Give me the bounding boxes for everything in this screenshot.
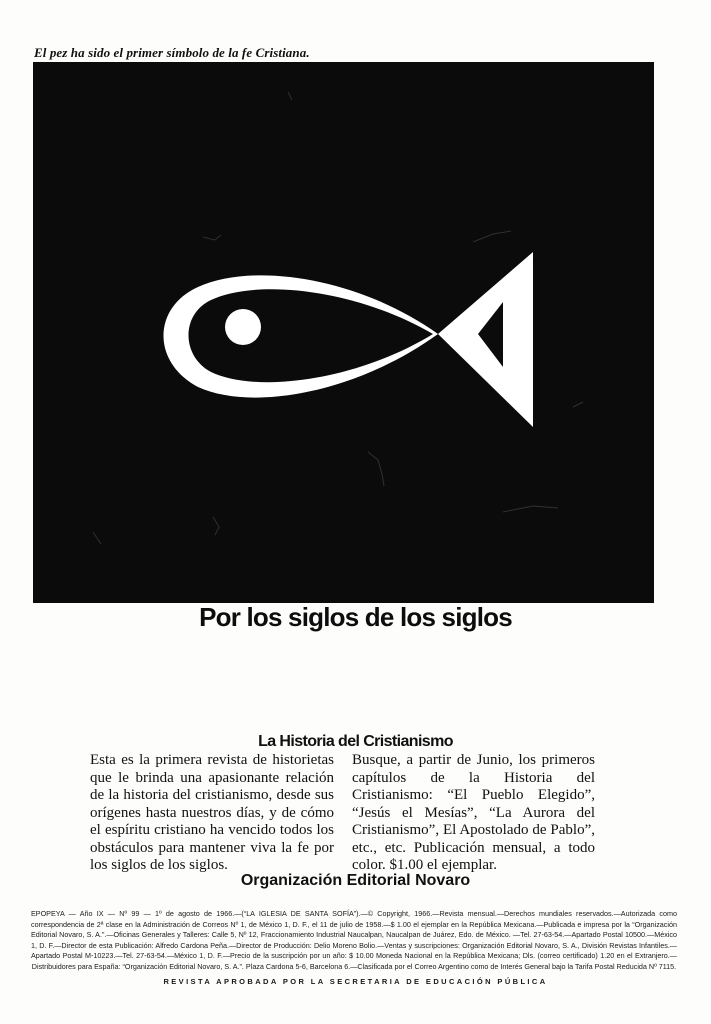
legal-imprint: EPOPEYA — Año IX — Nº 99 — 1º de agosto de 1966.—(“LA IGLESIA DE SANTA SOFÍA”).—© Copyright, 1966.—Revista mensual.—Derechos mundiales reservados.—Autorizada como correspondencia de 2ª clase en la Administración de Correos Nº 1, de México 1, D. F., el 11 de julio de 1958.—$ 1.00 el ejemplar en la República Mexicana.—Publicada e impresa por la “Organización Editorial Novaro, S. A.”.—Oficinas Generales y Talleres: Calle 5, Nº 12, Fraccionamiento Industrial Naucalpan, Naucalpan de Juárez, Edo. de México. —Tel. 27-63-54.—Apartado Postal 10500.—México 1, D. F.—Director de esta Publicación: Alfredo Cardona Peña.—Director de Producción: Delio Moreno Bolio.—Ventas y suscripciones: Organización Editorial Novaro, S. A., División Revistas Infantiles.—Apartado Postal M-10223.—Tel. 27-63-54.—México 1, D. F.—Precio de la suscripción por un año: $ 10.00 Moneda Nacional en la República Mexicana; Dls. (correo certificado) 1.20 en el Extranjero.—Distribuidores para España: “Organización Editorial Novaro, S. A.”. Plaza Cardona 5-6, Barcelona 6.—Clasificada por el Correo Argentino como de Interés General bajo la Tarifa Postal Reducida Nº 7115.	[31, 909, 677, 971]
publisher-name: Organización Editorial Novaro	[240, 872, 471, 889]
headline: Por los siglos de los siglos	[199, 602, 512, 632]
body-right-column: Busque, a partir de Junio, los primeros capítulos de la Historia del Cristianismo: “El Pueblo Elegido”, “Jesús el Mesías”, “La Aurora del Cristianismo”, El Apostolado de Pablo”, etc., etc. Publicación mensual, a todo color. $1.00 el ejemplar.	[352, 752, 595, 873]
approval-line: REVISTA APROBADA POR LA SECRETARIA DE EDUCACIÓN PÚBLICA	[163, 977, 548, 986]
section-title: La Historia del Cristianismo	[258, 733, 453, 750]
image-caption: El pez ha sido el primer símbolo de la fe Cristiana.	[34, 45, 310, 60]
ichthys-fish-icon	[33, 62, 654, 603]
fish-symbol-photo	[33, 62, 654, 603]
body-left-column: Esta es la primera revista de historietas que le brinda una apasionante relación de la historia del cristianismo, desde sus orígenes hasta nuestros días, y de cómo el espíritu cristiano ha vencido todos los obstáculos para mantener viva la fe por los siglos de los siglos.	[90, 752, 334, 873]
